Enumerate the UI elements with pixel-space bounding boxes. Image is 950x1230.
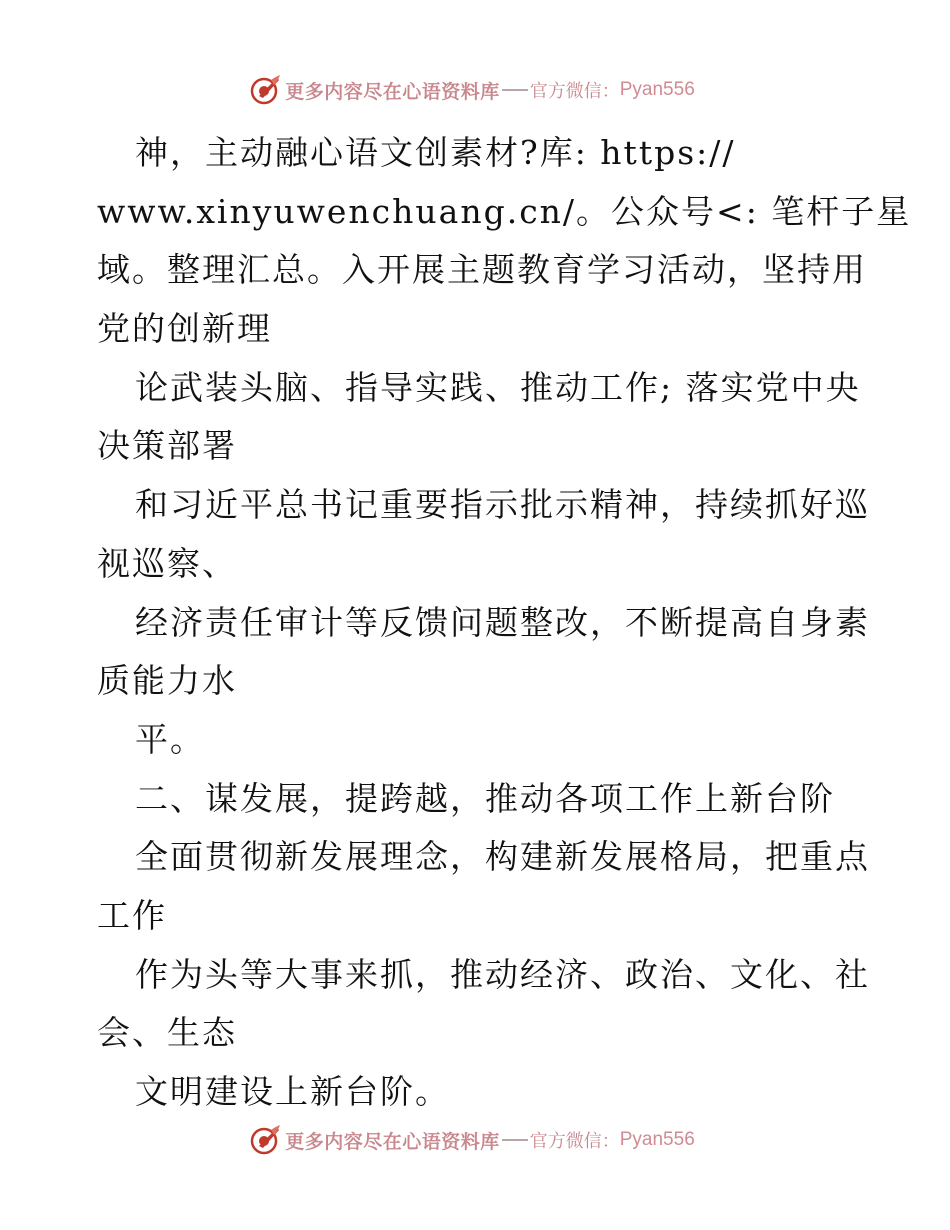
text-line: 平。	[135, 719, 205, 759]
footer-banner	[0, 1122, 950, 1158]
text-line: 作为头等大事来抓，推动经济、政治、文化、社	[135, 954, 870, 994]
text-line: 全面贯彻新发展理念，构建新发展格局，把重点	[135, 837, 870, 877]
text-line: 文明建设上新台阶。	[135, 1072, 450, 1111]
text-line: 和习近平总书记重要指示批示精神，持续抓好巡	[135, 485, 870, 525]
feather-pen-logo-icon	[249, 74, 281, 106]
header-site-text: 更多内容尽在心语资料库	[285, 80, 500, 103]
header-wechat-label: 官方微信：	[529, 81, 620, 102]
header-wechat-id: Pyan556	[619, 79, 695, 100]
text-line: www.xinyuwenchuang.cn/。公众号<: 笔杆子星	[97, 191, 912, 231]
footer-wechat-label: 官方微信：	[529, 1131, 620, 1152]
text-line: 经济责任审计等反馈问题整改，不断提高自身素	[135, 602, 870, 642]
document-body	[97, 124, 912, 1122]
text-line: 质能力水	[97, 661, 237, 701]
header-banner	[0, 72, 950, 108]
feather-pen-logo-icon	[249, 1124, 281, 1156]
footer-dash-divider	[502, 1139, 528, 1141]
text-line: 党的创新理	[97, 309, 272, 349]
text-line: 视巡察、	[97, 543, 237, 583]
text-line: 会、生态	[97, 1013, 237, 1053]
section-heading: 二、谋发展，提跨越，推动各项工作上新台阶	[135, 778, 835, 818]
text-line: 工作	[97, 895, 167, 935]
footer-wechat-id: Pyan556	[619, 1129, 695, 1150]
text-line: 决策部署	[97, 426, 237, 466]
text-line: 域。整理汇总。入开展主题教育学习活动，坚持用	[97, 250, 867, 290]
text-line: 神，主动融心语文创素材?库: https://	[135, 133, 736, 172]
text-line: 论武装头脑、指导实践、推动工作; 落实党中央	[135, 367, 861, 407]
footer-site-text: 更多内容尽在心语资料库	[285, 1130, 500, 1153]
header-dash-divider	[502, 89, 528, 91]
